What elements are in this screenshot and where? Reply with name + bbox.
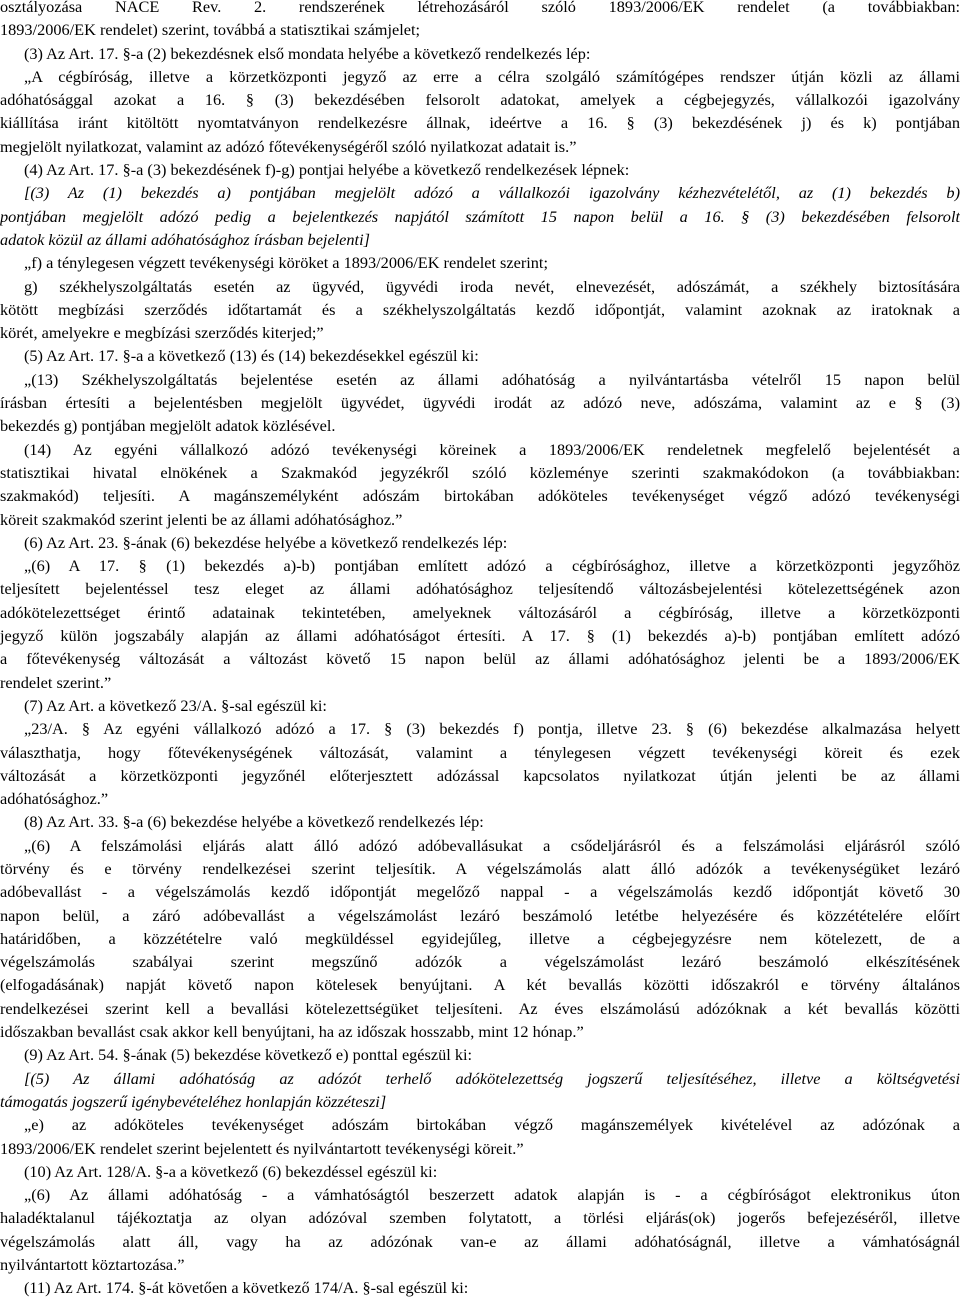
text-line: (14) Az egyéni vállalkozó adózó tevékenységi köreinek a 1893/2006/EK rendeletnek megfelelő bejelentését a (24, 439, 960, 459)
text-line: „e) az adóköteles tevékenységet adószám birtokában végző magánszemélyek kivételével az adózónak a (24, 1115, 960, 1135)
text-line: „A cégbíróság, illetve a körzetközponti jegyző az erre a célra szolgáló számítógépes rendszer útján közli az állami (24, 66, 960, 86)
text-line: [(3) Az (1) bekezdés a) pontjában megjelölt adózó a vállalkozói igazolvány kézhezvételétől, az (1) bekezdés b) (24, 183, 960, 203)
text-line: a főtevékenység változását a változást követő 15 napon belül az állami adóhatósághoz jelenti be a 1893/2006/EK (0, 649, 960, 669)
text-line: haladéktalanul tájékoztatja az olyan adózóval szemben folytatott, a törlési eljárás(ok) jogerős befejezéséről, illetve (0, 1208, 960, 1228)
text-line: adókötelezettséget érintő adatainak tekintetében, amelyeknek változásáról a cégbíróság, illetve a körzetközponti (0, 602, 960, 622)
text-line: jegyző külön jogszabály alapján az állami adóhatóságot értesíti. A 17. § (1) bekezdés a)-b) pontjában említett adózó (0, 626, 960, 646)
text-line: törvény és e törvény rendelkezései szerint teljesítik. A végelszámolás alatt álló adózók a tevékenységüket lezáró (0, 858, 960, 878)
text-line: „f) a ténylegesen végzett tevékenységi köröket a 1893/2006/EK rendelet szerint; (24, 253, 548, 273)
text-line: (5) Az Art. 17. §-a a következő (13) és (14) bekezdésekkel egészül ki: (24, 346, 479, 366)
text-line: g) székhelyszolgáltatás esetén az ügyvéd, ügyvédi iroda nevét, elnevezését, adószámát, a székhely biztosítására (24, 276, 960, 296)
text-line: (9) Az Art. 54. §-ának (5) bekezdése következő e) ponttal egészül ki: (24, 1045, 473, 1065)
text-line: (7) Az Art. a következő 23/A. §-sal egészül ki: (24, 695, 327, 715)
text-line: bekezdés g) pontjában megjelölt adatok közlésével. (0, 416, 336, 436)
text-line: teljesített bejelentéssel tesz eleget az állami adóhatósághoz teljesítendő változásbejelentési kötelezettségének azon (0, 579, 960, 599)
text-line: kiállítása iránt kitöltött nyomtatványon rendelkezésre állnak, ideértve a 16. § (3) bekezdésének j) és k) pontjában (0, 113, 960, 133)
text-line: (4) Az Art. 17. §-a (3) bekezdésének f)-g) pontjai helyébe a következő rendelkezések lépnek: (24, 160, 630, 180)
text-line: „23/A. § Az egyéni vállalkozó adózó a 17. § (3) bekezdés f) pontja, illetve 23. § (6) bekezdése alkalmazása helyett (24, 719, 960, 739)
text-line: (10) Az Art. 128/A. §-a a következő (6) bekezdéssel egészül ki: (24, 1161, 438, 1181)
text-line: adóhatósághoz.” (0, 789, 109, 809)
text-line: 1893/2006/EK rendelet szerint bejelentett és nyilvántartott tevékenységi köreit.” (0, 1138, 524, 1158)
text-line: osztályozása NACE Rev. 2. rendszerének létrehozásáról szóló 1893/2006/EK rendelet (a továbbiakban: (0, 0, 960, 16)
text-line: megjelölt nyilatkozat, valamint az adózó főtevékenységéről szóló nyilatkozat adatait is.” (0, 136, 577, 156)
text-line: adatok közül az állami adóhatósághoz írásban bejelenti] (0, 229, 370, 249)
text-line: végelszámolás alatt áll, vagy ha az adózónak van-e az állami adóhatóságnál, illetve a vámhatóságnál (0, 1231, 960, 1251)
text-line: napon belül, a záró adóbevallást a végelszámolást lezáró beszámoló letétbe helyezésére és közzétételére előírt (0, 905, 960, 925)
text-line: (11) Az Art. 174. §-át követően a következő 174/A. §-sal egészül ki: (24, 1278, 469, 1298)
text-line: választhatja, hogy főtevékenységének változását, valamint a ténylegesen végzett tevékenységi köreit és ezek (0, 742, 960, 762)
text-line: határidőben, a közzétételre való megküldéssel egyidejűleg, illetve a cégbejegyzésre nem kötelezett, de a (0, 928, 960, 948)
text-line: adóhatósággal azokat a 16. § (3) bekezdésében felsorolt adatokat, amelyek a cégbejegyzés, vállalkozói igazolvány (0, 90, 960, 110)
text-line: „(6) Az állami adóhatóság - a vámhatóságtól beszerzett adatok alapján is - a cégbíróságot elektronikus úton (24, 1185, 960, 1205)
text-line: változását a körzetközponti jegyzőnél előterjesztett adózással kapcsolatos nyilatkozat útján jelenti be az állami (0, 765, 960, 785)
text-line: rendelkezései szerint kell a bevallási kötelezettségüket teljesíteni. Az éves elszámolású adózóknak a két bevallás közötti (0, 998, 960, 1018)
text-line: rendelet szerint.” (0, 672, 112, 692)
text-line: pontjában megjelölt adózó pedig a bejelentkezés napjától számított 15 napon belül a 16. § (3) bekezdésében felsorolt (0, 206, 960, 226)
text-line: körét, amelyekre e megbízási szerződés kiterjed;” (0, 323, 324, 343)
text-line: kötött megbízási szerződés időtartamát és a székhelyszolgáltatás kezdő időpontját, valamint azoknak az iratoknak a (0, 299, 960, 319)
text-line: (6) Az Art. 23. §-ának (6) bekezdése helyébe a következő rendelkezés lép: (24, 532, 508, 552)
text-line: „(13) Székhelyszolgáltatás bejelentése esetén az állami adóhatóság a nyilvántartásba vételről 15 napon belül (24, 369, 960, 389)
text-line: „(6) A 17. § (1) bekezdés a)-b) pontjában említett adózó a cégbírósághoz, illetve a körzetközponti jegyzőhöz (24, 556, 960, 576)
text-line: „(6) A felszámolási eljárás alatt álló adózó adóbevallásukat a csődeljárásról és a felszámolási eljárásról szóló (24, 835, 960, 855)
text-line: szakmakód) teljesíti. A magánszemélyként adószám birtokában adóköteles tevékenységet végző adózó tevékenységi (0, 486, 960, 506)
text-line: (3) Az Art. 17. §-a (2) bekezdésnek első mondata helyébe a következő rendelkezés lép: (24, 43, 591, 63)
text-line: nyilvántartott köztartozása.” (0, 1255, 185, 1275)
text-line: köreit szakmakód szerint jelenti be az állami adóhatósághoz.” (0, 509, 403, 529)
text-line: statisztikai hivatal elnökének a Szakmakód jegyzékről szóló közleménye szerinti szakmakódokon (a továbbiakban: (0, 462, 960, 482)
text-line: támogatás jogszerű igénybevételéhez honlapján közzéteszi] (0, 1091, 387, 1111)
text-line: időszakban bevallást csak akkor kell benyújtani, ha az időszak hosszabb, mint 12 hónap.” (0, 1022, 584, 1042)
text-line: végelszámolás szabályai szerint megszűnő adózók a végelszámolást lezáró beszámoló elkészítésének (0, 952, 960, 972)
text-line: adóbevallást - a végelszámolás kezdő időpontját megelőző nappal - a végelszámolás kezdő időpontját követő 30 (0, 882, 960, 902)
text-line: 1893/2006/EK rendelet) szerint, továbbá a statisztikai számjelet; (0, 20, 421, 40)
text-line: (elfogadásának) napját követő napon kötelesek benyújtani. A két bevallás közötti időszakról e törvény általános (0, 975, 960, 995)
text-line: írásban értesíti a bejelentésben megjelölt ügyvédet, ügyvédi irodát az adózó neve, adószáma, valamint az e § (3) (0, 393, 960, 413)
text-line: (8) Az Art. 33. §-a (6) bekezdése helyébe a következő rendelkezés lép: (24, 812, 484, 832)
text-line: [(5) Az állami adóhatóság az adózót terhelő adókötelezettség jogszerű teljesítéséhez, illetve a költségvetési (24, 1068, 960, 1088)
